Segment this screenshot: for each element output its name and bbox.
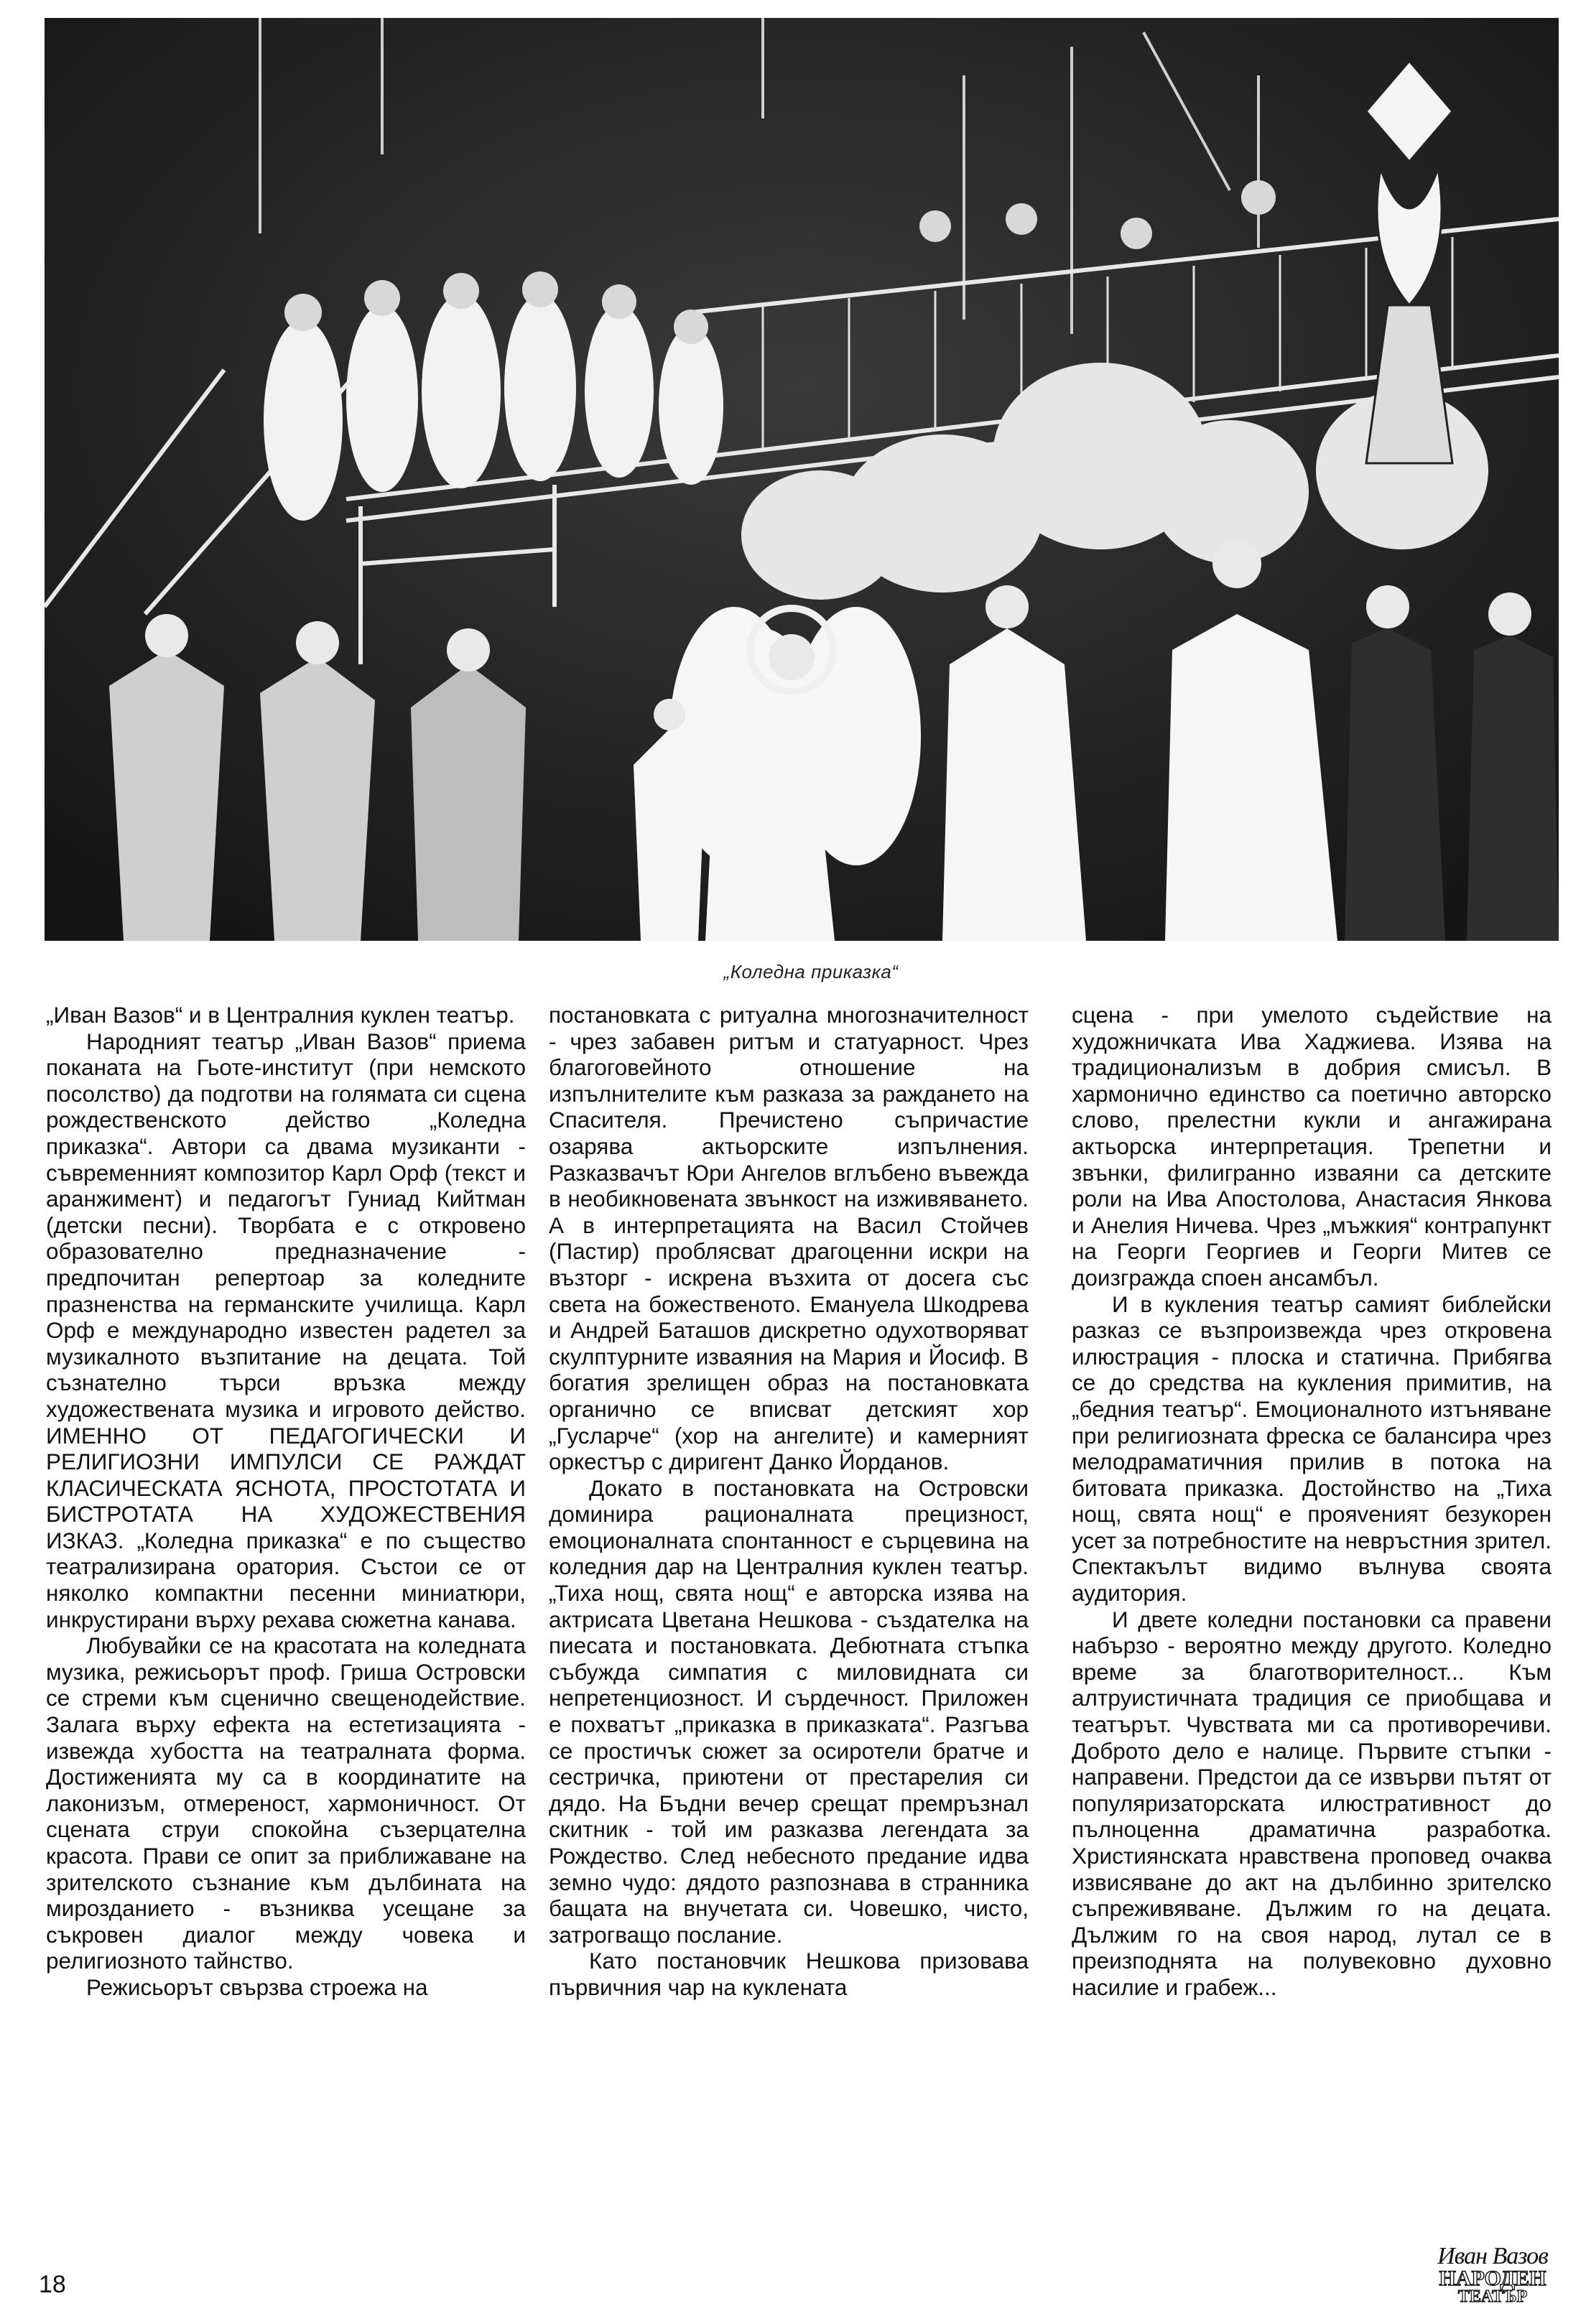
stage-photo-illustration bbox=[45, 18, 1559, 941]
paragraph: сцена - при умелото съдействие на художничката Ива Хаджиева. Изява на традиционализъм в добрия смисъл. В хармонично единство са поетично авторско слово, прелестни кукли и ангажирана актьорска интерпретация. Трепетни и звънки, филигранно изваяни са детските роли на Ива Апостолова, Анастасия Янкова и Анелия Ничева. Чрез „мъжкия“ контрапункт на Георги Георгиев и Георги Митев се доизгражда споен ансамбъл. bbox=[1072, 1002, 1552, 1291]
paragraph: „Иван Вазов“ и в Централния куклен театър. bbox=[46, 1002, 515, 1028]
paragraph: Режисьорът свързва строежа на bbox=[86, 1974, 428, 2000]
article-column-1 bbox=[46, 1002, 526, 2001]
paragraph: Докато в постановката на Островски доминира рационалната прецизност, емоционалната спонтанност е сърцевина на коледния дар на Централния куклен театър. „Тиха нощ, свята нощ“ е авторска изява на актрисата Цветана Нешкова - създателка на пиесата и постановката. Дебютната стъпка събужда симпатия с миловидната си непретенциозност. И сърдечност. Приложен е похватът „приказка в приказката“. Разгъва се простичък сюжет за осиротели братче и сестричка, приютени от престарелия си дядо. На Бъдни вечер срещат премръзнал скитник - той им разказва легендата за Рождество. След небесното предание идва земно чудо: дядото разпознава в странника бащата на внучетата си. Човешко, чисто, затрогващо послание. bbox=[549, 1474, 1029, 1948]
paragraph: Народният театър „Иван Вазов“ приема поканата на Гьоте-институт (при немското посолство) да подготви на голямата си сцена рождественското действо „Коледна приказка“. Автори са двама музиканти - съвременният композитор Карл Орф (текст и аранжимент) и педагогът Гуниад Кийтман (детски песни). Творбата е с откровено образователно предназначение - предпочитан репертоар за коледните празненства на германските училища. Карл Орф е международно известен радетел за музикалното възпитание на децата. Той съзнателно търси връзка между художествената музика и игровото действо. ИМЕННО ОТ ПЕДАГОГИЧЕСКИ И РЕЛИГИОЗНИ ИМПУЛСИ СЕ РАЖДАТ КЛАСИЧЕСКАТА ЯСНОТА, ПРОСТОТАТА И БИСТРОТАТА НА ХУДОЖЕСТВЕНИЯ ИЗКАЗ. „Коледна приказка“ е по същество театрализирана оратория. Състои се от няколко компактни песенни миниатюри, инкрустирани върху рехава сюжетна канава. bbox=[46, 1028, 526, 1632]
stage-photo bbox=[45, 18, 1559, 941]
page-number: 18 bbox=[39, 2271, 66, 2298]
national-theatre-logo bbox=[1428, 2244, 1557, 2313]
logo-line-2: ТЕАТЪР bbox=[1457, 2287, 1528, 2306]
article-column-2 bbox=[549, 1002, 1029, 2001]
paragraph: постановката с ритуална многозначителност - чрез забавен ритъм и статуарност. Чрез благоговейното отношение на изпълнителите към разказа за раждането на Спасителя. Пречистено съпричастие озарява актьорските изпълнения. Разказвачът Юри Ангелов вглъбено въвежда в необикновената звънкост на изживяването. А в интерпретацията на Васил Стойчев (Пастир) проблясват драгоценни искри на възторг - искрена възхита от досега със света на божественото. Емануела Шкодрева и Андрей Баташов дискретно одухотворяват скулптурните изваяния на Мария и Йосиф. В богатия зрелищен образ на постановката органично се вписват детският хор „Гусларче“ (хор на ангелите) и камерният оркестър с диригент Данко Йорданов. bbox=[549, 1002, 1029, 1475]
paragraph: Като постановчик Нешкова призовава първичния чар на куклената bbox=[549, 1948, 1029, 2000]
logo-signature: Иван Вазов bbox=[1437, 2243, 1548, 2269]
paragraph: Любувайки се на красотата на коледната музика, режисьорът проф. Гриша Островски се стреми към сценично свещенодействие. Залага върху ефекта на естетизацията - извежда хубостта на театралната форма. Достиженията му са в координатите на лаконизъм, отмереност, хармоничност. От сцената струи спокойна съзерцателна красота. Прави се опит за приближаване на зрителското съзнание към дълбината на мирозданието - възниква усещане за съкровен диалог между човека и религиозното тайнство. bbox=[46, 1632, 526, 1974]
logo-line-1: НАРОДЕН bbox=[1439, 2267, 1546, 2290]
paragraph: И двете коледни постановки са правени набързо - вероятно между другото. Коледно време за благотворителност... Към алтруистичната традиция се приобщава и театърът. Чувствата ми са противоречиви. Доброто дело е налице. Първите стъпки - направени. Предстои да се извърви пътят от популяризаторската илюстративност до пълноценна драматична разработка. Християнската нравствена проповед очаква извисяване до акт на дълбинно зрителско съпреживяване. Дължим го на децата. Дължим го на своя народ, лутал се в преизподнята на полувековно духовно насилие и грабеж... bbox=[1072, 1606, 1552, 2000]
article-column-3 bbox=[1072, 1002, 1552, 2001]
photo-caption: „Коледна приказка“ bbox=[723, 961, 899, 982]
paragraph: И в кукления театър самият библейски разказ се възпроизвежда чрез откровена илюстрация - плоска и статична. Прибягва се до средства на кукления примитив, на „бедния театър“. Емоционалното изтъняване при религиозната фреска се балансира чрез мелодраматичния прилив в потока на битовата приказка. Достойнство на „Тиха нощ, свята нощ“ е прояveният безукорен усет за потребностите на невръстния зрител. Спектакълът видимо вълнува своята аудитория. bbox=[1072, 1291, 1552, 1607]
